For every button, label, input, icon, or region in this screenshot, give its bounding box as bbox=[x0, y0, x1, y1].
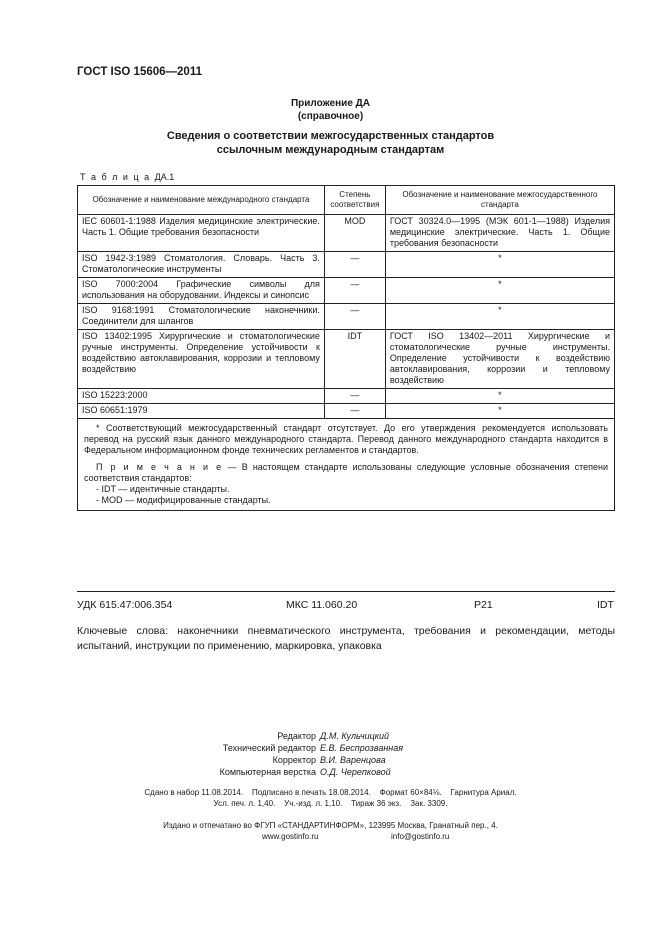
table-row bbox=[78, 252, 615, 278]
cell-international: ISO 9168:1991 Стоматологические наконечники. Соединители для шлангов bbox=[78, 304, 325, 330]
credit-name: В.И. Варенцова bbox=[320, 755, 386, 765]
table-footnote: * Соответствующий межгосударственный стандарт отсутствует. До его утверждения рекомендуется использовать перевод на русский язык данного международного стандарта. Перевод данного международного стандарта находится в Федеральном информационном фонде технических регламентов и стандартов. bbox=[84, 423, 608, 455]
note-label: П р и м е ч а н и е bbox=[96, 462, 223, 472]
credit-name: Е.В. Беспрозванная bbox=[320, 743, 404, 753]
note-item-mod: - MOD — модифицированные стандарты. bbox=[96, 495, 271, 505]
cell-interstate: ГОСТ 30324.0—1995 (МЭК 601-1—1988) Изделия медицинские электрические. Часть 1. Общие требования безопасности bbox=[385, 215, 614, 252]
divider-line bbox=[77, 591, 615, 592]
cell-international: ISO 60651:1979 bbox=[78, 404, 325, 419]
cell-international: ISO 13402:1995 Хирургические и стоматологические ручные инструменты. Определение устойчивости к воздействию автоклавирования, коррозии и тепловому воздействию bbox=[78, 330, 325, 389]
cell-interstate: * bbox=[385, 304, 614, 330]
table-row bbox=[78, 389, 615, 404]
note-item-idt: - IDT — идентичные стандарты. bbox=[96, 484, 230, 494]
table-label-number: ДА.1 bbox=[154, 172, 175, 182]
credit-role: Корректор bbox=[272, 755, 316, 765]
cell-degree: — bbox=[324, 304, 385, 330]
document-header: ГОСТ ISO 15606—2011 bbox=[77, 66, 202, 78]
appendix-heading-line2: ссылочным международным стандартам bbox=[216, 144, 445, 156]
table-row bbox=[78, 215, 615, 252]
cell-degree: — bbox=[324, 404, 385, 419]
credit-name: О.Д. Черепковой bbox=[320, 767, 391, 777]
credit-corrector bbox=[0, 754, 661, 766]
note-text: — В настоящем стандарте использованы следующие условные обозначения степени соответствия стандартов: bbox=[84, 462, 608, 483]
column-header-interstate: Обозначение и наименование межгосударственного стандарта bbox=[385, 186, 614, 215]
print-details-line1: Сдано в набор 11.08.2014. Подписано в печать 18.08.2014. Формат 60×84⅛. Гарнитура Ариал. bbox=[144, 788, 517, 797]
credit-role: Компьютерная верстка bbox=[219, 767, 316, 777]
credit-tech-editor bbox=[0, 742, 661, 754]
mks-code: МКС 11.060.20 bbox=[286, 599, 358, 611]
cell-interstate: ГОСТ ISO 13402—2011 Хирургические и стоматологические ручные инструменты. Определение устойчивости к воздействию автоклавирования, коррозии и тепловому воздействию bbox=[385, 330, 614, 389]
cell-international: IEC 60601-1:1988 Изделия медицинские электрические. Часть 1. Общие требования безопасности bbox=[78, 215, 325, 252]
udk-code: УДК 615.47:006.354 bbox=[77, 599, 173, 611]
column-header-international: Обозначение и наименование международного стандарта bbox=[78, 186, 325, 215]
cell-degree: — bbox=[324, 252, 385, 278]
cell-interstate: * bbox=[385, 404, 614, 419]
publisher-email[interactable]: info@gostinfo.ru bbox=[391, 832, 450, 841]
cell-degree: — bbox=[324, 389, 385, 404]
cell-interstate: * bbox=[385, 252, 614, 278]
table-header-row bbox=[78, 186, 615, 215]
table-footer bbox=[78, 419, 615, 511]
table-label bbox=[80, 172, 174, 182]
degree-code: IDT bbox=[597, 599, 614, 611]
print-details-line2: Усл. печ. л. 1,40. Уч.-изд. л. 1,10. Тираж 36 экз. Зак. 3309. bbox=[213, 799, 448, 808]
correspondence-table bbox=[77, 185, 615, 511]
publisher-website[interactable]: www.gostinfo.ru bbox=[262, 832, 319, 841]
cell-interstate: * bbox=[385, 278, 614, 304]
cell-international: ISO 15223:2000 bbox=[78, 389, 325, 404]
cell-international: ISO 1942-3:1989 Стоматология. Словарь. Часть 3. Стоматологические инструменты bbox=[78, 252, 325, 278]
table-row bbox=[78, 278, 615, 304]
keywords: Ключевые слова: наконечники пневматического инструмента, требования и рекомендации, методы испытаний, инструкции по применению, маркировка, упаковка bbox=[77, 625, 615, 652]
credit-editor bbox=[0, 730, 661, 742]
credits-block bbox=[0, 730, 661, 778]
credit-name: Д.М. Кульчицкий bbox=[320, 731, 390, 741]
credit-role: Редактор bbox=[277, 731, 316, 741]
table-row bbox=[78, 330, 615, 389]
appendix-type: (справочное) bbox=[297, 111, 364, 122]
appendix-title: Приложение ДА bbox=[290, 98, 371, 109]
column-header-degree: Степень соответствия bbox=[324, 186, 385, 215]
cell-international: ISO 7000:2004 Графические символы для использования на оборудовании. Индексы и синопсис bbox=[78, 278, 325, 304]
credit-role: Технический редактор bbox=[222, 743, 316, 753]
cell-interstate: * bbox=[385, 389, 614, 404]
table-note bbox=[84, 462, 608, 484]
group-code: Р21 bbox=[474, 599, 493, 611]
publisher-line: Издано и отпечатано во ФГУП «СТАНДАРТИНФОРМ», 123995 Москва, Гранатный пер., 4. bbox=[163, 821, 498, 830]
cell-degree: MOD bbox=[324, 215, 385, 252]
table-row bbox=[78, 404, 615, 419]
table-label-word: Т а б л и ц а bbox=[80, 172, 151, 182]
table-footer-row bbox=[78, 419, 615, 511]
cell-degree: — bbox=[324, 278, 385, 304]
table-row bbox=[78, 304, 615, 330]
credit-layout bbox=[0, 766, 661, 778]
cell-degree: IDT bbox=[324, 330, 385, 389]
appendix-heading-line1: Сведения о соответствии межгосударственных стандартов bbox=[166, 130, 495, 142]
